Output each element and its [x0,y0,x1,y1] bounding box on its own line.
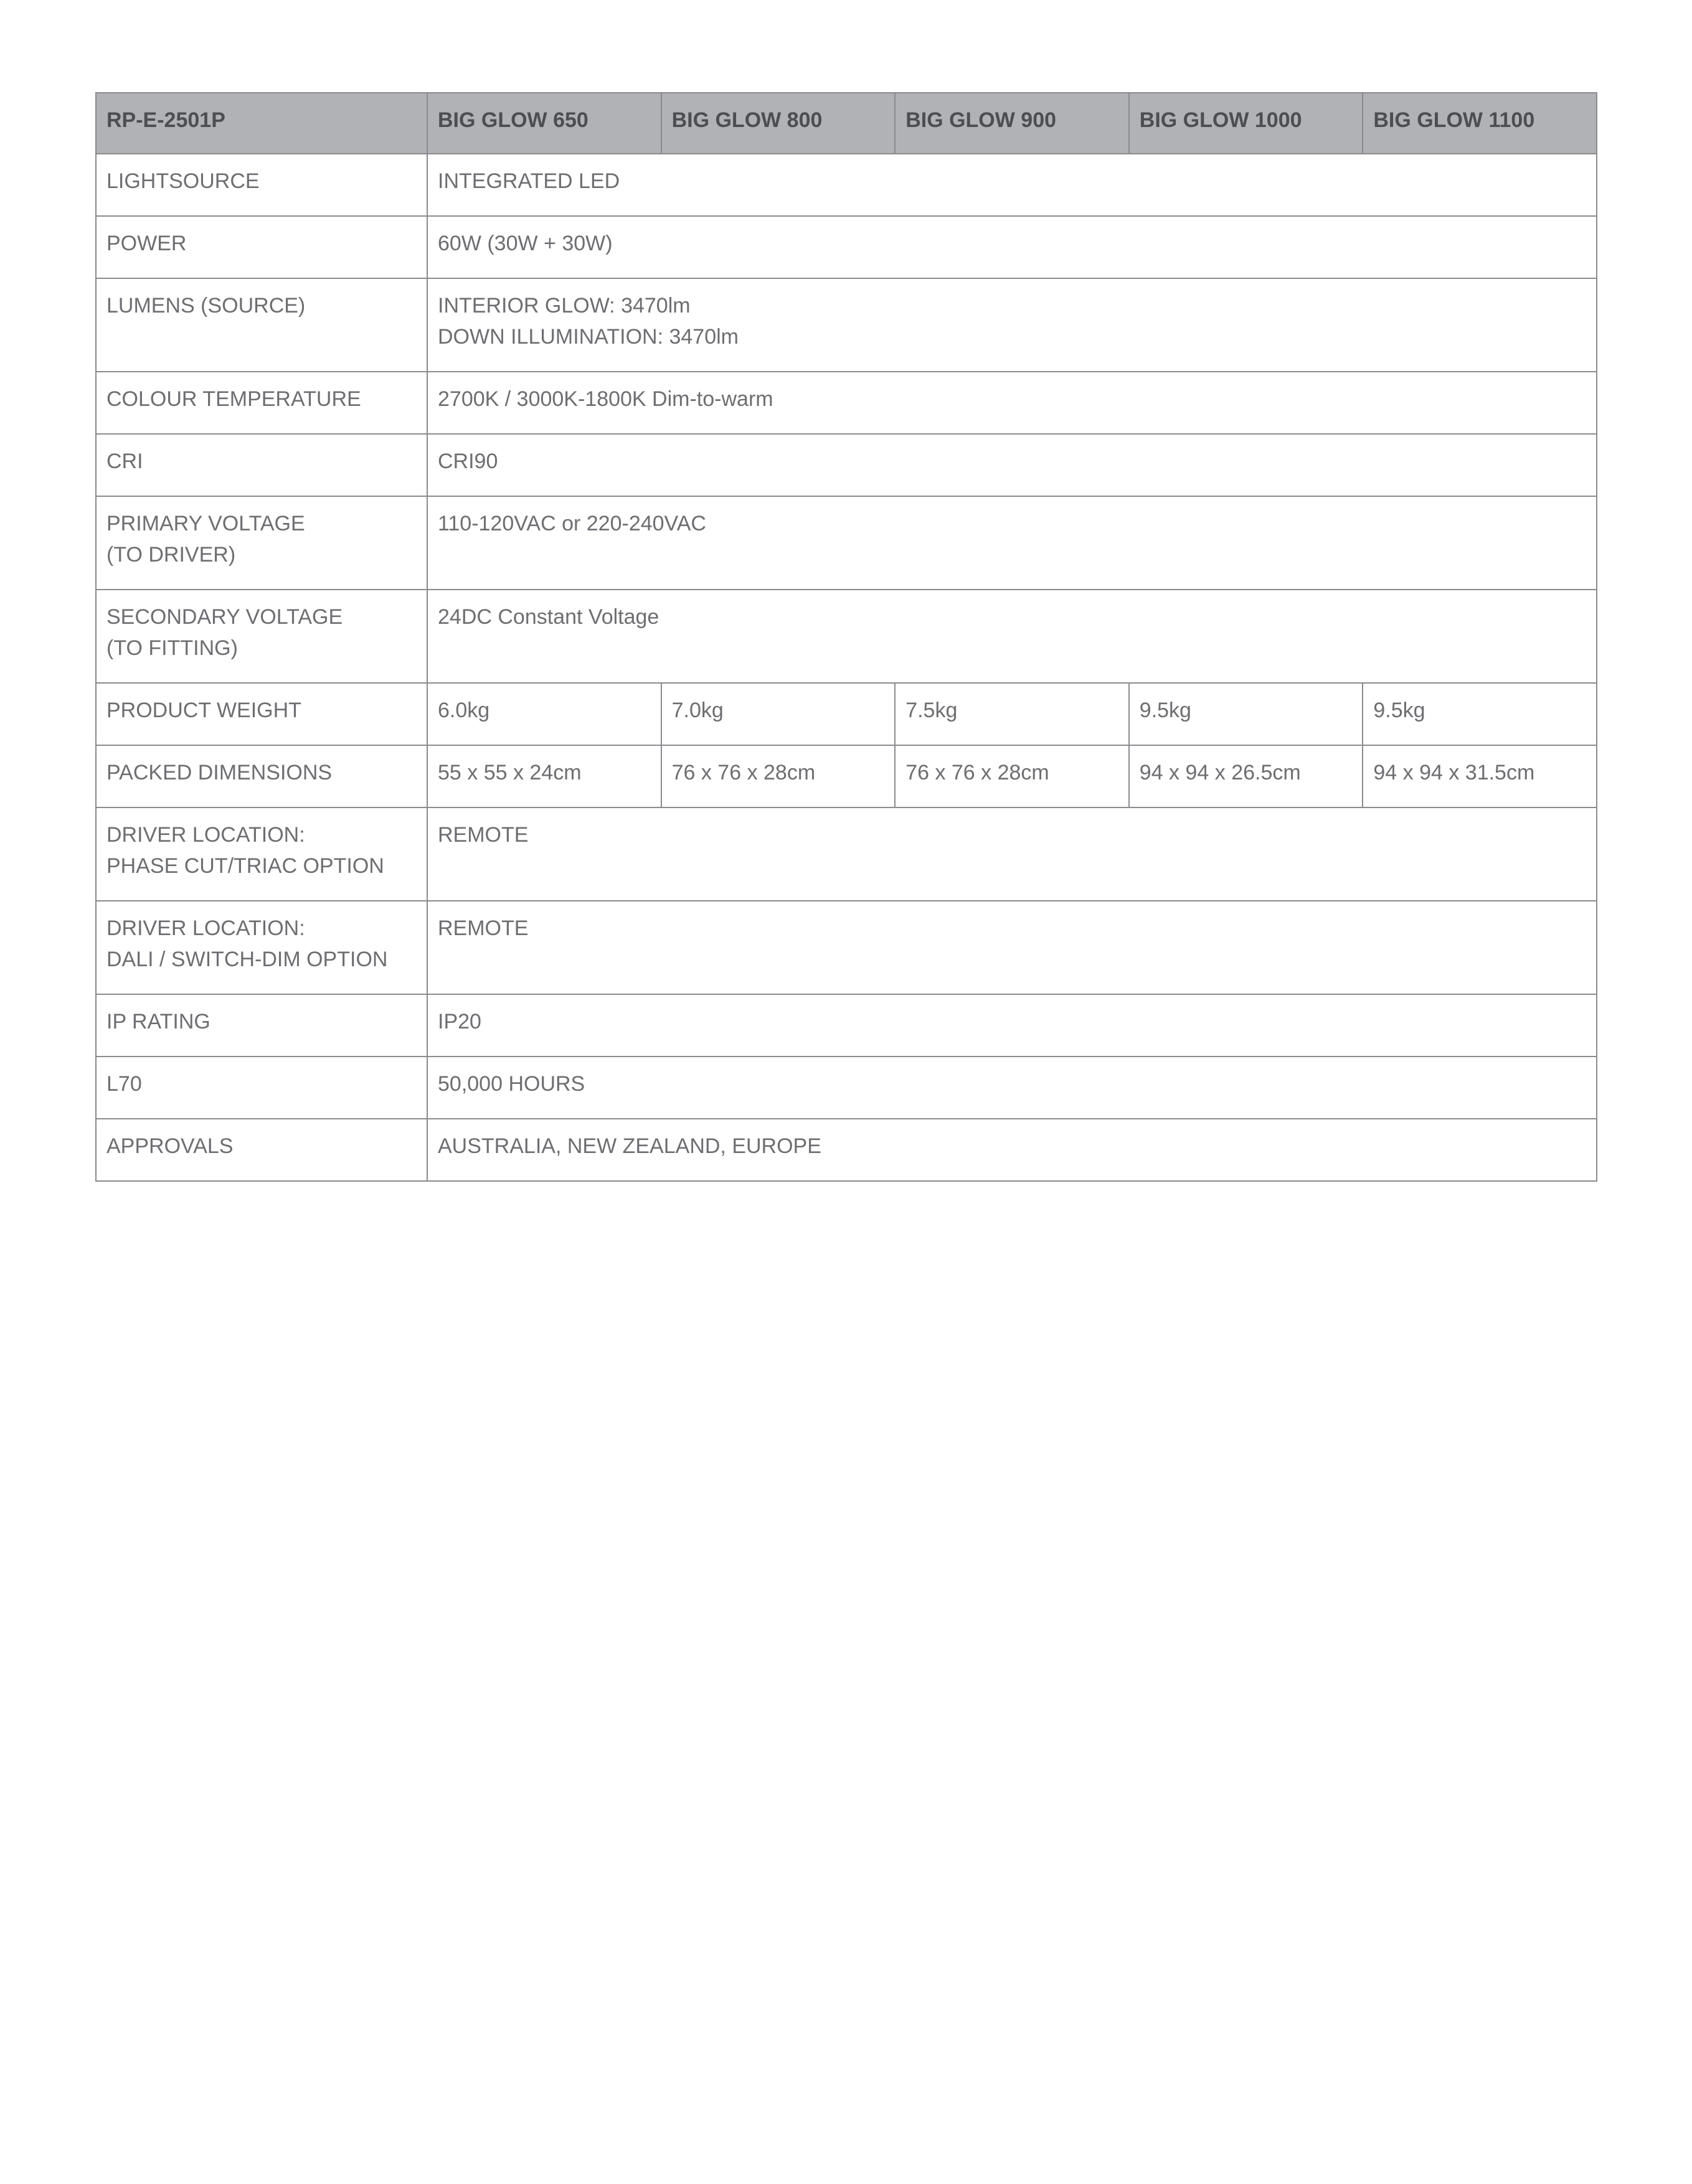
model-header-900: BIG GLOW 900 [895,93,1129,154]
row-value: 50,000 HOURS [427,1057,1597,1119]
value-line: DOWN ILLUMINATION: 3470lm [438,325,739,349]
row-value [427,278,1597,372]
row-value: CRI90 [427,434,1597,496]
model-header-650: BIG GLOW 650 [427,93,661,154]
table-row-secondary-voltage [96,590,1597,683]
row-label [96,807,427,901]
row-value-1100: 9.5kg [1363,683,1597,745]
label-line: DRIVER LOCATION: [106,823,305,847]
row-value: REMOTE [427,807,1597,901]
table-row-lumens [96,278,1597,372]
table-row-cri [96,434,1597,496]
row-label: PRODUCT WEIGHT [96,683,427,745]
table-row-primary-voltage [96,496,1597,590]
row-value: REMOTE [427,901,1597,994]
row-value-650: 6.0kg [427,683,661,745]
table-row-colour-temperature [96,372,1597,434]
row-value-1000: 9.5kg [1129,683,1363,745]
row-value-800: 76 x 76 x 28cm [661,745,896,807]
row-label: COLOUR TEMPERATURE [96,372,427,434]
row-label: PACKED DIMENSIONS [96,745,427,807]
table-row-ip-rating [96,994,1597,1057]
label-line: (TO DRIVER) [106,543,236,567]
table-row-l70 [96,1057,1597,1119]
row-value: 60W (30W + 30W) [427,216,1597,278]
table-row-power [96,216,1597,278]
value-line: INTERIOR GLOW: 3470lm [438,294,691,318]
row-value-650: 55 x 55 x 24cm [427,745,661,807]
label-line: SECONDARY VOLTAGE [106,605,343,629]
label-line: PHASE CUT/TRIAC OPTION [106,854,384,878]
spec-table [95,92,1597,1182]
table-row-lightsource [96,154,1597,216]
row-label [96,901,427,994]
label-line: DRIVER LOCATION: [106,916,305,940]
row-value-900: 76 x 76 x 28cm [895,745,1129,807]
row-label: IP RATING [96,994,427,1057]
model-header-800: BIG GLOW 800 [661,93,896,154]
row-value: AUSTRALIA, NEW ZEALAND, EUROPE [427,1119,1597,1181]
model-header-1000: BIG GLOW 1000 [1129,93,1363,154]
table-row-driver-phase [96,807,1597,901]
row-label: CRI [96,434,427,496]
row-value: 110-120VAC or 220-240VAC [427,496,1597,590]
row-value-1100: 94 x 94 x 31.5cm [1363,745,1597,807]
table-row-product-weight [96,683,1597,745]
row-value-800: 7.0kg [661,683,896,745]
table-row-approvals [96,1119,1597,1181]
row-label: APPROVALS [96,1119,427,1181]
label-line: (TO FITTING) [106,636,238,660]
table-header-row [96,93,1597,154]
table-row-packed-dimensions [96,745,1597,807]
label-line: PRIMARY VOLTAGE [106,512,305,535]
row-label: L70 [96,1057,427,1119]
row-label [96,590,427,683]
row-value: INTEGRATED LED [427,154,1597,216]
row-value-1000: 94 x 94 x 26.5cm [1129,745,1363,807]
row-value-900: 7.5kg [895,683,1129,745]
row-value: IP20 [427,994,1597,1057]
label-line: DALI / SWITCH-DIM OPTION [106,948,388,971]
row-label: POWER [96,216,427,278]
row-label: LUMENS (SOURCE) [96,278,427,372]
row-label: LIGHTSOURCE [96,154,427,216]
model-code-header: RP-E-2501P [96,93,427,154]
row-value: 2700K / 3000K-1800K Dim-to-warm [427,372,1597,434]
row-label [96,496,427,590]
table-row-driver-dali [96,901,1597,994]
row-value: 24DC Constant Voltage [427,590,1597,683]
model-header-1100: BIG GLOW 1100 [1363,93,1597,154]
